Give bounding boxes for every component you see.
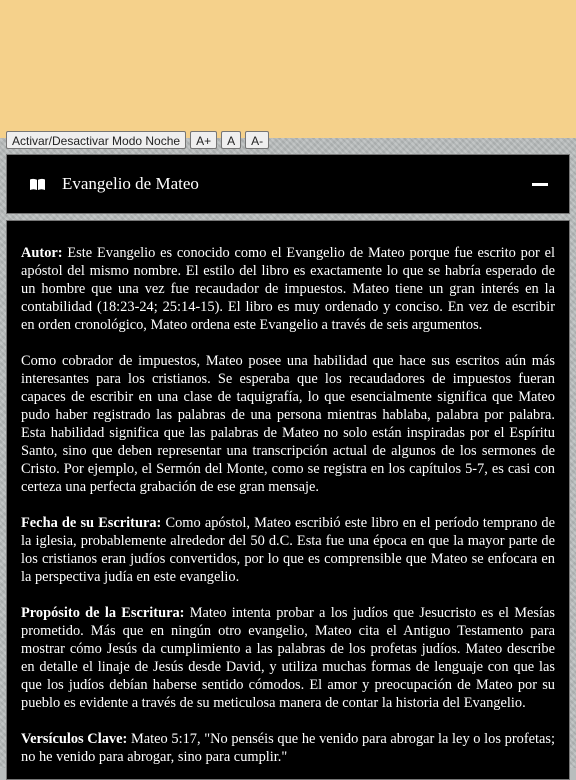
author-text: Este Evangelio es conocido como el Evangelio de Mateo porque fue escrito por el apóstol del mismo nombre. El estilo del libro es exactamente lo que se habría esperado de un hombre que una vez fue recaudador de impuestos. Mateo tiene un gran interés en la contabilidad (18:23-24; 25:14-15). El libro es muy ordenado y conciso. En vez de escribir en orden cronológico, Mateo ordena este Evangelio a través de seis argumentos.: [21, 245, 555, 333]
date-text: Como apóstol, Mateo escribió este libro en el período temprano de la iglesia, probablemente alrededor del 50 d.C. Esta fue una época en que la mayor parte de los cristianos eran judíos convertidos, por lo que es comprensible que Mateo se enfocara en la perspectiva judía en este evangelio.: [21, 515, 555, 585]
author-paragraph: [21, 244, 555, 334]
top-banner: [0, 0, 576, 138]
purpose-label: Propósito de la Escritura:: [21, 605, 185, 621]
accordion-header[interactable]: [6, 154, 570, 214]
date-paragraph: [21, 514, 555, 586]
collector-paragraph: Como cobrador de impuestos, Mateo posee una habilidad que hace sus escritos aún más interesantes para los cristianos. Se esperaba que los recaudadores de impuestos fueran capaces de escribir en una clase de taquigrafía, lo que esencialmente significa que Mateo pudo haber registrado las palabras de una persona mientras hablaba, palabra por palabra. Esta habilidad significa que las palabras de Mateo no solo están inspiradas por el Espíritu Santo, sino que deben representar una transcripción actual de algunos de los sermones de Cristo. Por ejemplo, el Sermón del Monte, como se registra en los capítulos 5-7, es casi con certeza una perfecta grabación de ese gran mensaje.: [21, 353, 555, 495]
accordion-content: [6, 220, 570, 780]
author-label: Autor:: [21, 245, 63, 261]
minus-icon[interactable]: [532, 183, 548, 186]
key-verses-paragraph: [21, 730, 555, 766]
font-increase-button[interactable]: A+: [190, 131, 217, 149]
date-label: Fecha de su Escritura:: [21, 515, 162, 531]
key-verses-label: Versículos Clave:: [21, 731, 128, 747]
purpose-text: Mateo intenta probar a los judíos que Jesucristo es el Mesías prometido. Más que en ningún otro evangelio, Mateo cita el Antiguo Testamento para mostrar cómo Jesús da cumplimiento a las palabras de los profetas judíos. Mateo describe en detalle el linaje de Jesús desde David, y utiliza muchas formas de lenguaje con que las que los judíos debían haberse sentido cómodos. El amor y preocupación de Mateo por su pueblo es evidente a través de su meticulosa manera de contar la historia del Evangelio.: [21, 605, 555, 711]
reader-toolbar: [6, 131, 269, 149]
font-reset-button[interactable]: A: [221, 131, 241, 149]
night-mode-button[interactable]: Activar/Desactivar Modo Noche: [6, 131, 186, 149]
key-verses-text: Mateo 5:17, "No penséis que he venido para abrogar la ley o los profetas; no he venido para abrogar, sino para cumplir.": [21, 731, 555, 765]
book-icon: [29, 178, 46, 191]
purpose-paragraph: [21, 604, 555, 712]
panel-title: Evangelio de Mateo: [62, 174, 199, 193]
font-decrease-button[interactable]: A-: [245, 131, 269, 149]
